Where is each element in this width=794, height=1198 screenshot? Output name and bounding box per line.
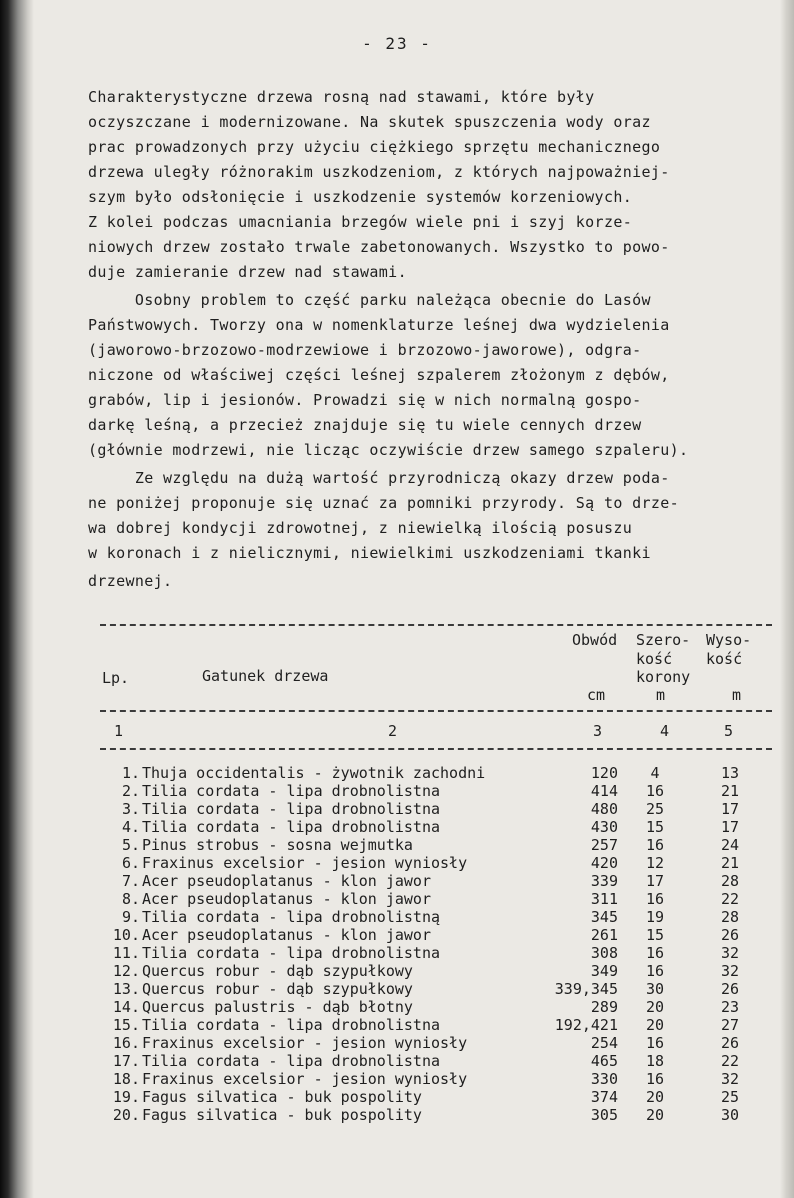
table-row: [100, 836, 780, 854]
header-unit-m-height: m: [732, 686, 742, 704]
cell-crown-width: 15: [645, 926, 665, 944]
column-number-3: 3: [593, 722, 603, 740]
cell-height: 22: [720, 1052, 740, 1070]
cell-lp: 7.: [121, 872, 140, 890]
cell-circumference: 480: [590, 800, 618, 818]
cell-species: Quercus palustris - dąb błotny: [142, 998, 413, 1016]
cell-height: 26: [720, 1034, 740, 1052]
table-header-rule: [100, 710, 772, 712]
cell-height: 26: [720, 980, 740, 998]
cell-height: 21: [720, 782, 740, 800]
cell-species: Acer pseudoplatanus - klon jawor: [142, 872, 431, 890]
cell-crown-width: 16: [645, 1034, 665, 1052]
cell-height: 21: [720, 854, 740, 872]
cell-circumference: 311: [590, 890, 618, 908]
text-line: duje zamieranie drzew nad stawami.: [88, 263, 407, 281]
cell-circumference: 289: [590, 998, 618, 1016]
cell-circumference: 339,345: [554, 980, 618, 998]
cell-species: Tilia cordata - lipa drobnolistna: [142, 800, 441, 818]
table-row: [100, 908, 780, 926]
cell-circumference: 257: [590, 836, 618, 854]
table-row: [100, 764, 780, 782]
cell-species: Tilia cordata - lipa drobnolistną: [142, 908, 441, 926]
cell-lp: 12.: [112, 962, 140, 980]
cell-crown-width: 16: [645, 782, 665, 800]
cell-circumference: 414: [590, 782, 618, 800]
table-top-rule: [100, 624, 772, 626]
cell-lp: 8.: [121, 890, 140, 908]
table-row: [100, 1034, 780, 1052]
cell-lp: 14.: [112, 998, 140, 1016]
cell-crown-width: 4: [650, 764, 660, 782]
cell-crown-width: 17: [645, 872, 665, 890]
cell-circumference: 465: [590, 1052, 618, 1070]
cell-species: Quercus robur - dąb szypułkowy: [142, 962, 413, 980]
text-line: prac prowadzonych przy użyciu ciężkiego sprzętu mechanicznego: [88, 138, 661, 156]
cell-species: Fagus silvatica - buk pospolity: [142, 1088, 422, 1106]
table-row: [100, 1052, 780, 1070]
table-columns-rule: [100, 748, 772, 750]
cell-crown-width: 18: [645, 1052, 665, 1070]
cell-lp: 11.: [112, 944, 140, 962]
cell-height: 27: [720, 1016, 740, 1034]
cell-species: Fagus silvatica - buk pospolity: [142, 1106, 422, 1124]
table-row: [100, 962, 780, 980]
table-row: [100, 1016, 780, 1034]
cell-lp: 15.: [112, 1016, 140, 1034]
cell-species: Tilia cordata - lipa drobnolistna: [142, 782, 441, 800]
cell-height: 17: [720, 818, 740, 836]
text-line: drzewa uległy różnorakim uszkodzeniom, z których najpoważniej-: [88, 163, 670, 181]
cell-species: Pinus strobus - sosna wejmutka: [142, 836, 413, 854]
cell-height: 25: [720, 1088, 740, 1106]
table-row: [100, 800, 780, 818]
table-row: [100, 1106, 780, 1124]
text-line: niowych drzew zostało trwale zabetonowanych. Wszystko to powo-: [88, 238, 670, 256]
cell-height: 30: [720, 1106, 740, 1124]
cell-circumference: 330: [590, 1070, 618, 1088]
cell-lp: 6.: [121, 854, 140, 872]
cell-crown-width: 16: [645, 962, 665, 980]
cell-height: 32: [720, 1070, 740, 1088]
text-line: niczone od właściwej części leśnej szpalerem złożonym z dębów,: [88, 366, 670, 384]
cell-crown-width: 16: [645, 944, 665, 962]
table-row: [100, 818, 780, 836]
cell-lp: 20.: [112, 1106, 140, 1124]
cell-crown-width: 19: [645, 908, 665, 926]
cell-species: Acer pseudoplatanus - klon jawor: [142, 926, 431, 944]
cell-height: 32: [720, 944, 740, 962]
text-line: Osobny problem to część parku należąca obecnie do Lasów: [88, 291, 651, 309]
text-line: oczyszczane i modernizowane. Na skutek spuszczenia wody oraz: [88, 113, 651, 131]
cell-crown-width: 25: [645, 800, 665, 818]
column-number-5: 5: [724, 722, 734, 740]
column-number-4: 4: [660, 722, 670, 740]
cell-lp: 1.: [121, 764, 140, 782]
cell-crown-width: 20: [645, 1088, 665, 1106]
table-row: [100, 890, 780, 908]
text-line: wa dobrej kondycji zdrowotnej, z niewielką ilością posuszu: [88, 519, 633, 537]
cell-crown-width: 20: [645, 1016, 665, 1034]
cell-lp: 3.: [121, 800, 140, 818]
cell-height: 28: [720, 872, 740, 890]
cell-circumference: 420: [590, 854, 618, 872]
table-row: [100, 1088, 780, 1106]
table-row: [100, 872, 780, 890]
header-unit-m-width: m: [656, 686, 666, 704]
cell-lp: 4.: [121, 818, 140, 836]
cell-circumference: 192,421: [554, 1016, 618, 1034]
cell-crown-width: 15: [645, 818, 665, 836]
text-line: ne poniżej proponuje się uznać za pomniki przyrody. Są to drze-: [88, 494, 679, 512]
table-row: [100, 944, 780, 962]
text-line: Ze względu na dużą wartość przyrodniczą okazy drzew poda-: [88, 469, 670, 487]
cell-crown-width: 16: [645, 890, 665, 908]
cell-height: 24: [720, 836, 740, 854]
page-number: - 23 -: [362, 34, 432, 53]
table-row: [100, 1070, 780, 1088]
cell-lp: 18.: [112, 1070, 140, 1088]
text-line: darkę leśną, a przecież znajduje się tu wiele cennych drzew: [88, 416, 642, 434]
text-line: (jaworowo-brzozowo-modrzewiowe i brzozowo-jaworowe), odgra-: [88, 341, 642, 359]
cell-species: Tilia cordata - lipa drobnolistna: [142, 1052, 441, 1070]
cell-lp: 13.: [112, 980, 140, 998]
cell-lp: 19.: [112, 1088, 140, 1106]
cell-species: Fraxinus excelsior - jesion wyniosły: [142, 1070, 468, 1088]
text-line: szym było odsłonięcie i uszkodzenie systemów korzeniowych.: [88, 188, 633, 206]
column-number-2: 2: [388, 722, 398, 740]
cell-circumference: 305: [590, 1106, 618, 1124]
page-edge-shadow: [780, 0, 794, 1198]
cell-species: Fraxinus excelsior - jesion wyniosły: [142, 854, 468, 872]
table-row: [100, 782, 780, 800]
cell-lp: 17.: [112, 1052, 140, 1070]
cell-lp: 16.: [112, 1034, 140, 1052]
text-line: Charakterystyczne drzewa rosną nad stawami, które były: [88, 88, 595, 106]
header-crown-width-3: korony: [636, 668, 691, 686]
text-line: drzewnej.: [88, 572, 173, 590]
cell-lp: 2.: [121, 782, 140, 800]
cell-circumference: 339: [590, 872, 618, 890]
text-line: Państwowych. Tworzy ona w nomenklaturze leśnej dwa wydzielenia: [88, 316, 670, 334]
cell-species: Thuja occidentalis - żywotnik zachodni: [142, 764, 486, 782]
column-number-1: 1: [114, 722, 124, 740]
header-crown-width-2: kość: [636, 650, 673, 668]
table-row: [100, 854, 780, 872]
header-height-2: kość: [706, 650, 743, 668]
cell-height: 23: [720, 998, 740, 1016]
cell-circumference: 261: [590, 926, 618, 944]
header-unit-cm: cm: [587, 686, 606, 704]
cell-circumference: 308: [590, 944, 618, 962]
text-line: w koronach i z nielicznymi, niewielkimi uszkodzeniami tkanki: [88, 544, 651, 562]
header-lp: Lp.: [102, 669, 130, 687]
cell-circumference: 430: [590, 818, 618, 836]
text-line: grabów, lip i jesionów. Prowadzi się w nich normalną gospo-: [88, 391, 642, 409]
cell-species: Tilia cordata - lipa drobnolistna: [142, 1016, 441, 1034]
text-line: Z kolei podczas umacniania brzegów wiele pni i szyj korze-: [88, 213, 633, 231]
cell-height: 17: [720, 800, 740, 818]
cell-circumference: 254: [590, 1034, 618, 1052]
cell-species: Quercus robur - dąb szypułkowy: [142, 980, 413, 998]
cell-crown-width: 20: [645, 1106, 665, 1124]
cell-lp: 9.: [121, 908, 140, 926]
cell-height: 28: [720, 908, 740, 926]
cell-lp: 10.: [112, 926, 140, 944]
cell-height: 13: [720, 764, 740, 782]
cell-height: 32: [720, 962, 740, 980]
cell-species: Fraxinus excelsior - jesion wyniosły: [142, 1034, 468, 1052]
cell-circumference: 349: [590, 962, 618, 980]
cell-height: 26: [720, 926, 740, 944]
text-line: (głównie modrzewi, nie licząc oczywiście drzew samego szpaleru).: [88, 441, 689, 459]
table-row: [100, 926, 780, 944]
header-circumference: Obwód: [572, 631, 618, 649]
cell-crown-width: 30: [645, 980, 665, 998]
cell-lp: 5.: [121, 836, 140, 854]
header-crown-width-1: Szero-: [636, 631, 691, 649]
cell-circumference: 374: [590, 1088, 618, 1106]
book-binding-shadow: [0, 0, 34, 1198]
cell-species: Tilia cordata - lipa drobnolistna: [142, 818, 441, 836]
header-species: Gatunek drzewa: [202, 667, 329, 685]
cell-circumference: 345: [590, 908, 618, 926]
cell-crown-width: 16: [645, 836, 665, 854]
header-height-1: Wyso-: [706, 631, 752, 649]
table-row: [100, 980, 780, 998]
cell-species: Tilia cordata - lipa drobnolistna: [142, 944, 441, 962]
cell-height: 22: [720, 890, 740, 908]
cell-crown-width: 12: [645, 854, 665, 872]
table-row: [100, 998, 780, 1016]
cell-species: Acer pseudoplatanus - klon jawor: [142, 890, 431, 908]
cell-crown-width: 20: [645, 998, 665, 1016]
cell-circumference: 120: [590, 764, 618, 782]
cell-crown-width: 16: [645, 1070, 665, 1088]
